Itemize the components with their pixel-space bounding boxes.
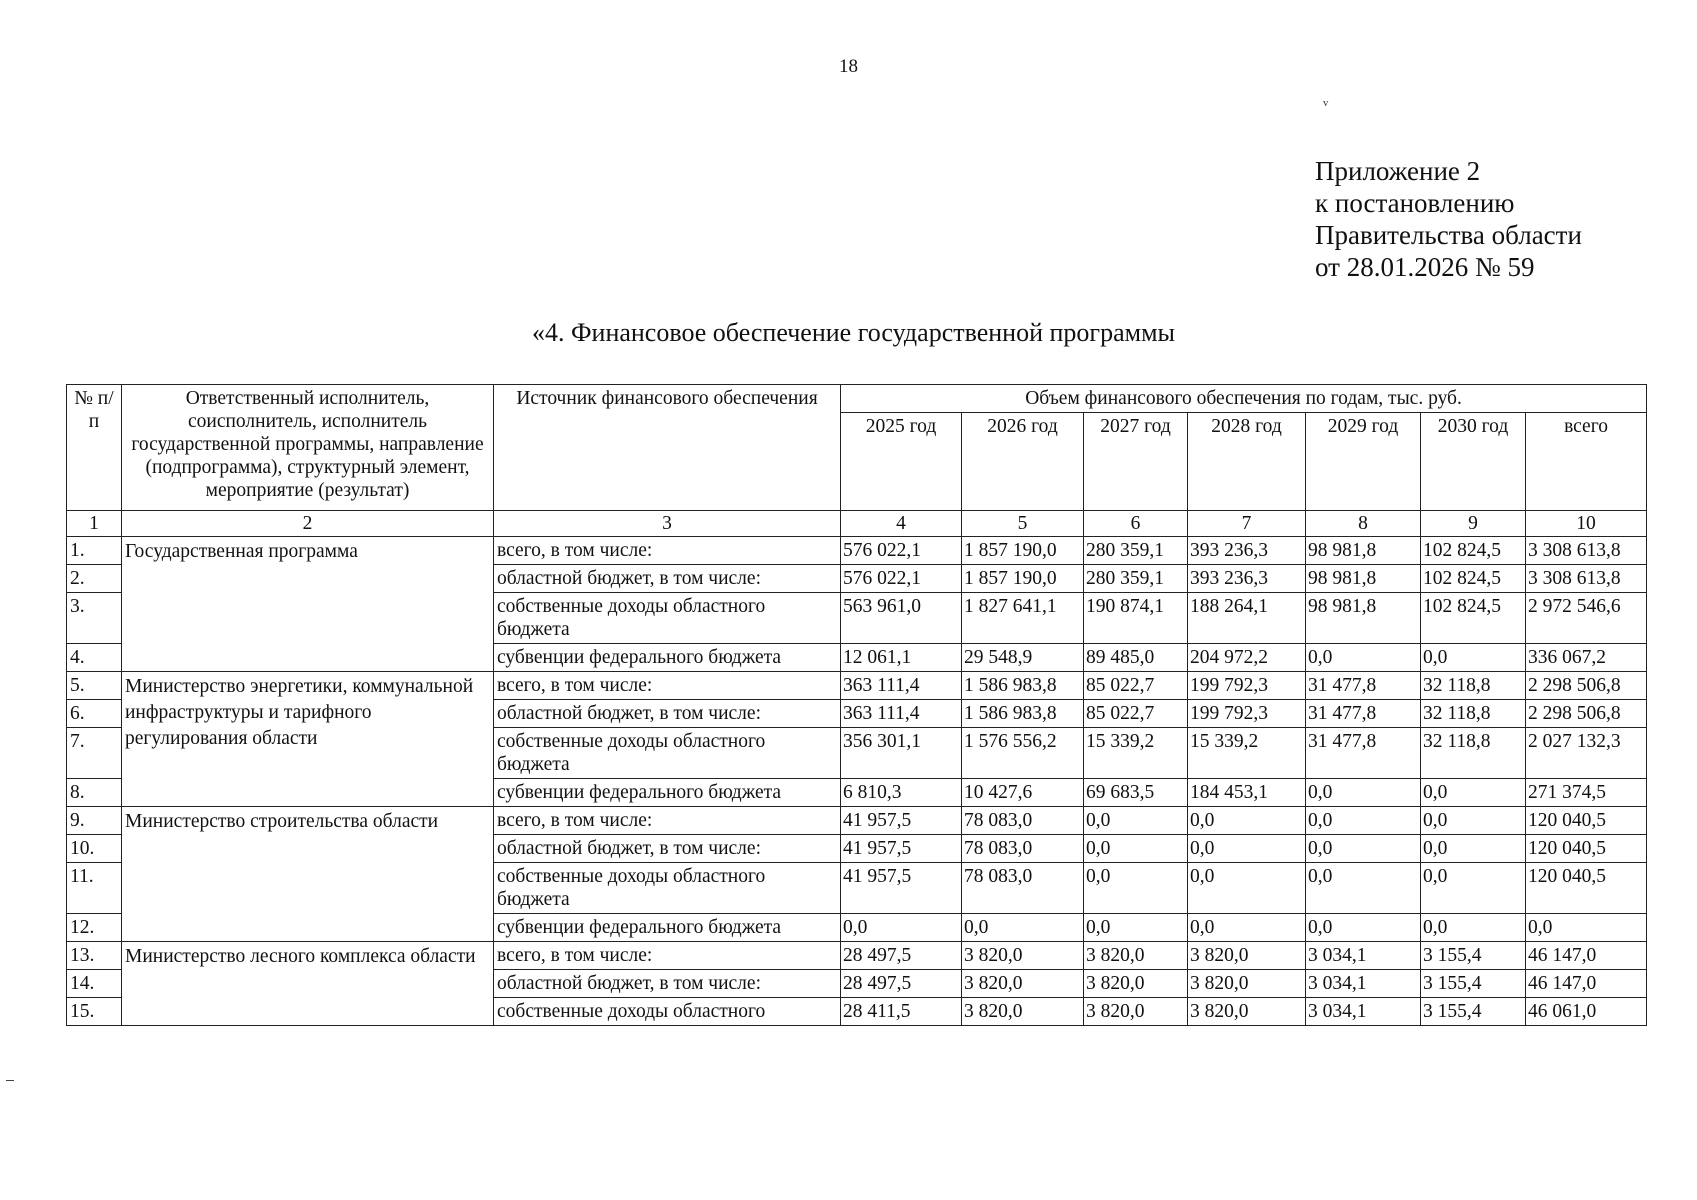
scan-mark: ᵛ xyxy=(1323,95,1329,115)
source-cell: областной бюджет, в том числе: xyxy=(494,565,841,593)
executor-cell: Министерство энергетики, коммунальной инфраструктуры и тарифного регулирования области xyxy=(122,672,494,807)
year-value-cell: 89 485,0 xyxy=(1084,644,1188,672)
source-cell: собственные доходы областного бюджета xyxy=(494,728,841,779)
source-cell: субвенции федерального бюджета xyxy=(494,779,841,807)
column-index: 1 xyxy=(67,511,122,537)
year-value-cell: 280 359,1 xyxy=(1084,537,1188,565)
row-number: 4. xyxy=(67,644,122,672)
year-value-cell: 31 477,8 xyxy=(1306,728,1421,779)
year-value-cell: 10 427,6 xyxy=(962,779,1084,807)
total-value-cell: 2 027 132,3 xyxy=(1526,728,1647,779)
financing-table xyxy=(66,384,1647,1026)
source-cell: собственные доходы областного бюджета xyxy=(494,863,841,914)
total-value-cell: 336 067,2 xyxy=(1526,644,1647,672)
year-value-cell: 12 061,1 xyxy=(841,644,962,672)
year-value-cell: 0,0 xyxy=(1306,807,1421,835)
year-value-cell: 0,0 xyxy=(1188,914,1306,942)
total-value-cell: 2 298 506,8 xyxy=(1526,700,1647,728)
source-cell: областной бюджет, в том числе: xyxy=(494,835,841,863)
row-number: 12. xyxy=(67,914,122,942)
total-value-cell: 271 374,5 xyxy=(1526,779,1647,807)
table-row xyxy=(67,537,1647,565)
table-row xyxy=(67,672,1647,700)
year-value-cell: 32 118,8 xyxy=(1421,700,1526,728)
column-index: 10 xyxy=(1526,511,1647,537)
executor-cell: Министерство лесного комплекса области xyxy=(122,942,494,1026)
year-value-cell: 3 155,4 xyxy=(1421,942,1526,970)
year-value-cell: 78 083,0 xyxy=(962,863,1084,914)
year-value-cell: 0,0 xyxy=(1421,807,1526,835)
year-value-cell: 41 957,5 xyxy=(841,863,962,914)
year-value-cell: 0,0 xyxy=(1084,835,1188,863)
table-body xyxy=(67,537,1647,1026)
appendix-line: от 28.01.2026 № 59 xyxy=(1315,252,1535,282)
year-value-cell: 15 339,2 xyxy=(1188,728,1306,779)
source-cell: всего, в том числе: xyxy=(494,807,841,835)
year-value-cell: 356 301,1 xyxy=(841,728,962,779)
total-value-cell: 120 040,5 xyxy=(1526,835,1647,863)
year-value-cell: 1 857 190,0 xyxy=(962,537,1084,565)
header-year: 2028 год xyxy=(1188,413,1306,511)
year-value-cell: 0,0 xyxy=(1084,807,1188,835)
year-value-cell: 199 792,3 xyxy=(1188,700,1306,728)
year-value-cell: 0,0 xyxy=(1188,835,1306,863)
year-value-cell: 3 155,4 xyxy=(1421,998,1526,1026)
header-year: 2029 год xyxy=(1306,413,1421,511)
column-index: 7 xyxy=(1188,511,1306,537)
year-value-cell: 190 874,1 xyxy=(1084,593,1188,644)
year-value-cell: 3 820,0 xyxy=(1084,998,1188,1026)
year-value-cell: 85 022,7 xyxy=(1084,672,1188,700)
table-header xyxy=(67,385,1647,537)
year-value-cell: 0,0 xyxy=(1306,644,1421,672)
row-number: 8. xyxy=(67,779,122,807)
appendix-line: Правительства области xyxy=(1315,220,1582,250)
total-value-cell: 0,0 xyxy=(1526,914,1647,942)
appendix-block xyxy=(1315,155,1582,283)
header-year: 2025 год xyxy=(841,413,962,511)
total-value-cell: 46 061,0 xyxy=(1526,998,1647,1026)
header-year: 2030 год xyxy=(1421,413,1526,511)
year-value-cell: 3 820,0 xyxy=(1188,970,1306,998)
column-index: 5 xyxy=(962,511,1084,537)
year-value-cell: 0,0 xyxy=(1306,914,1421,942)
header-executor: Ответственный исполнитель, соисполнитель, исполнитель государственной программы, направление (подпрограмма), структурный элемент, мероприятие (результат) xyxy=(122,385,494,511)
year-value-cell: 28 411,5 xyxy=(841,998,962,1026)
year-value-cell: 363 111,4 xyxy=(841,700,962,728)
column-index-row xyxy=(67,511,1647,537)
year-value-cell: 3 155,4 xyxy=(1421,970,1526,998)
row-number: 9. xyxy=(67,807,122,835)
year-value-cell: 188 264,1 xyxy=(1188,593,1306,644)
year-value-cell: 31 477,8 xyxy=(1306,700,1421,728)
row-number: 1. xyxy=(67,537,122,565)
year-value-cell: 28 497,5 xyxy=(841,942,962,970)
header-year: 2027 год xyxy=(1084,413,1188,511)
source-cell: собственные доходы областного бюджета xyxy=(494,593,841,644)
total-value-cell: 2 298 506,8 xyxy=(1526,672,1647,700)
row-number: 7. xyxy=(67,728,122,779)
year-value-cell: 3 820,0 xyxy=(1084,970,1188,998)
source-cell: субвенции федерального бюджета xyxy=(494,914,841,942)
year-value-cell: 41 957,5 xyxy=(841,835,962,863)
year-value-cell: 3 820,0 xyxy=(1188,942,1306,970)
year-value-cell: 0,0 xyxy=(962,914,1084,942)
appendix-line: к постановлению xyxy=(1315,188,1515,218)
year-value-cell: 3 820,0 xyxy=(962,998,1084,1026)
source-cell: всего, в том числе: xyxy=(494,942,841,970)
year-value-cell: 3 820,0 xyxy=(962,970,1084,998)
year-value-cell: 15 339,2 xyxy=(1084,728,1188,779)
column-index: 4 xyxy=(841,511,962,537)
row-number: 2. xyxy=(67,565,122,593)
year-value-cell: 576 022,1 xyxy=(841,565,962,593)
appendix-line: Приложение 2 xyxy=(1315,156,1481,186)
year-value-cell: 98 981,8 xyxy=(1306,565,1421,593)
year-value-cell: 102 824,5 xyxy=(1421,537,1526,565)
table-row xyxy=(67,942,1647,970)
year-value-cell: 3 034,1 xyxy=(1306,998,1421,1026)
total-value-cell: 3 308 613,8 xyxy=(1526,565,1647,593)
row-number: 10. xyxy=(67,835,122,863)
year-value-cell: 199 792,3 xyxy=(1188,672,1306,700)
page-number: 18 xyxy=(839,56,858,77)
row-number: 13. xyxy=(67,942,122,970)
section-title: «4. Финансовое обеспечение государственной программы xyxy=(531,318,1176,347)
year-value-cell: 0,0 xyxy=(841,914,962,942)
year-value-cell: 31 477,8 xyxy=(1306,672,1421,700)
year-value-cell: 85 022,7 xyxy=(1084,700,1188,728)
column-index: 8 xyxy=(1306,511,1421,537)
row-number: 3. xyxy=(67,593,122,644)
year-value-cell: 69 683,5 xyxy=(1084,779,1188,807)
header-volume-group: Объем финансового обеспечения по годам, тыс. руб. xyxy=(841,385,1647,413)
row-number: 14. xyxy=(67,970,122,998)
source-cell: всего, в том числе: xyxy=(494,537,841,565)
year-value-cell: 393 236,3 xyxy=(1188,565,1306,593)
year-value-cell: 363 111,4 xyxy=(841,672,962,700)
year-value-cell: 3 820,0 xyxy=(1188,998,1306,1026)
column-index: 6 xyxy=(1084,511,1188,537)
year-value-cell: 102 824,5 xyxy=(1421,565,1526,593)
year-value-cell: 393 236,3 xyxy=(1188,537,1306,565)
total-value-cell: 3 308 613,8 xyxy=(1526,537,1647,565)
column-index: 2 xyxy=(122,511,494,537)
year-value-cell: 1 827 641,1 xyxy=(962,593,1084,644)
executor-cell: Государственная программа xyxy=(122,537,494,672)
year-value-cell: 0,0 xyxy=(1306,835,1421,863)
year-value-cell: 1 586 983,8 xyxy=(962,672,1084,700)
column-index: 9 xyxy=(1421,511,1526,537)
year-value-cell: 0,0 xyxy=(1188,863,1306,914)
year-value-cell: 78 083,0 xyxy=(962,835,1084,863)
year-value-cell: 1 576 556,2 xyxy=(962,728,1084,779)
year-value-cell: 184 453,1 xyxy=(1188,779,1306,807)
year-value-cell: 563 961,0 xyxy=(841,593,962,644)
source-cell: областной бюджет, в том числе: xyxy=(494,700,841,728)
row-number: 11. xyxy=(67,863,122,914)
scan-edge-mark xyxy=(6,1080,14,1081)
year-value-cell: 3 034,1 xyxy=(1306,970,1421,998)
executor-cell: Министерство строительства области xyxy=(122,807,494,942)
year-value-cell: 41 957,5 xyxy=(841,807,962,835)
year-value-cell: 0,0 xyxy=(1306,779,1421,807)
year-value-cell: 0,0 xyxy=(1306,863,1421,914)
row-number: 6. xyxy=(67,700,122,728)
year-value-cell: 0,0 xyxy=(1421,779,1526,807)
table-row xyxy=(67,807,1647,835)
source-cell: областной бюджет, в том числе: xyxy=(494,970,841,998)
year-value-cell: 32 118,8 xyxy=(1421,728,1526,779)
year-value-cell: 29 548,9 xyxy=(962,644,1084,672)
year-value-cell: 0,0 xyxy=(1421,644,1526,672)
year-value-cell: 280 359,1 xyxy=(1084,565,1188,593)
source-cell: всего, в том числе: xyxy=(494,672,841,700)
year-value-cell: 1 586 983,8 xyxy=(962,700,1084,728)
year-value-cell: 3 034,1 xyxy=(1306,942,1421,970)
year-value-cell: 102 824,5 xyxy=(1421,593,1526,644)
year-value-cell: 576 022,1 xyxy=(841,537,962,565)
year-value-cell: 0,0 xyxy=(1421,914,1526,942)
year-value-cell: 0,0 xyxy=(1084,863,1188,914)
year-value-cell: 0,0 xyxy=(1421,863,1526,914)
year-value-cell: 3 820,0 xyxy=(962,942,1084,970)
source-cell: субвенции федерального бюджета xyxy=(494,644,841,672)
header-source: Источник финансового обеспечения xyxy=(494,385,841,511)
total-value-cell: 120 040,5 xyxy=(1526,863,1647,914)
row-number: 15. xyxy=(67,998,122,1026)
year-value-cell: 0,0 xyxy=(1188,807,1306,835)
year-value-cell: 32 118,8 xyxy=(1421,672,1526,700)
total-value-cell: 120 040,5 xyxy=(1526,807,1647,835)
total-value-cell: 46 147,0 xyxy=(1526,942,1647,970)
year-value-cell: 98 981,8 xyxy=(1306,593,1421,644)
year-value-cell: 1 857 190,0 xyxy=(962,565,1084,593)
total-value-cell: 46 147,0 xyxy=(1526,970,1647,998)
header-total: всего xyxy=(1526,413,1647,511)
source-cell: собственные доходы областного xyxy=(494,998,841,1026)
year-value-cell: 3 820,0 xyxy=(1084,942,1188,970)
header-year: 2026 год xyxy=(962,413,1084,511)
header-num: № п/п xyxy=(67,385,122,511)
year-value-cell: 98 981,8 xyxy=(1306,537,1421,565)
year-value-cell: 204 972,2 xyxy=(1188,644,1306,672)
year-value-cell: 78 083,0 xyxy=(962,807,1084,835)
year-value-cell: 0,0 xyxy=(1084,914,1188,942)
column-index: 3 xyxy=(494,511,841,537)
year-value-cell: 6 810,3 xyxy=(841,779,962,807)
row-number: 5. xyxy=(67,672,122,700)
year-value-cell: 0,0 xyxy=(1421,835,1526,863)
year-value-cell: 28 497,5 xyxy=(841,970,962,998)
total-value-cell: 2 972 546,6 xyxy=(1526,593,1647,644)
